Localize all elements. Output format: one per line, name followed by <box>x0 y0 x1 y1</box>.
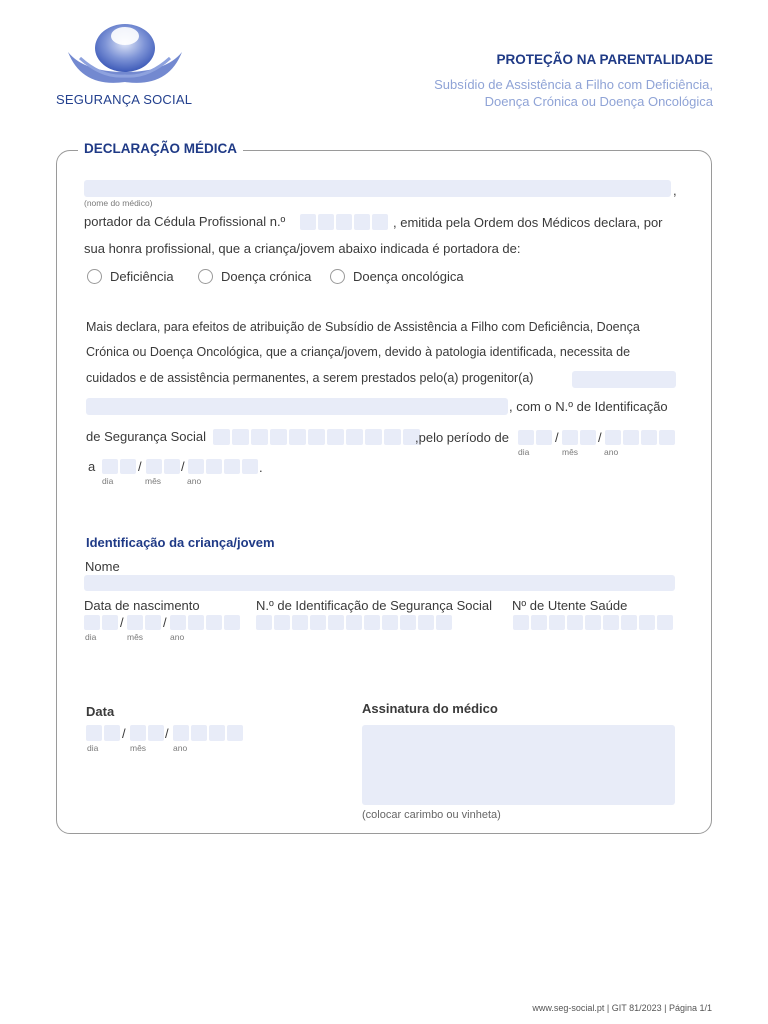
cedula-number-field[interactable] <box>300 214 388 230</box>
end-dot: . <box>259 460 263 475</box>
pelo-periodo-text: ,pelo período de <box>415 430 509 445</box>
label-mes: mês <box>145 476 162 486</box>
emitida-text: , emitida pela Ordem dos Médicos declara, por <box>393 215 663 230</box>
date-slash: / <box>122 726 126 741</box>
label-ano: ano <box>173 743 188 753</box>
digit-box[interactable] <box>327 429 344 445</box>
digit-box[interactable] <box>585 615 601 630</box>
subtitle-line-2: Doença Crónica ou Doença Oncológica <box>484 94 713 109</box>
start-day-field[interactable] <box>518 430 552 445</box>
radio-deficiencia[interactable] <box>87 269 102 284</box>
digit-box[interactable] <box>300 214 316 230</box>
digit-box[interactable] <box>148 725 164 741</box>
option-deficiencia: Deficiência <box>110 269 174 284</box>
digit-box[interactable] <box>227 725 243 741</box>
doctor-name-field[interactable] <box>84 180 671 197</box>
label-dia: dia <box>85 632 97 642</box>
end-year-field[interactable] <box>188 459 258 474</box>
digit-box[interactable] <box>536 430 552 445</box>
start-year-field[interactable] <box>605 430 675 445</box>
option-doenca-cronica: Doença crónica <box>221 269 312 284</box>
progenitor-field-1[interactable] <box>572 371 676 388</box>
page-footer: www.seg-social.pt | GIT 81/2023 | Página 1/1 <box>532 1003 712 1013</box>
honra-text: sua honra profissional, que a criança/jovem abaixo indicada é portadora de: <box>84 241 521 256</box>
digit-box[interactable] <box>364 615 380 630</box>
digit-box[interactable] <box>328 615 344 630</box>
nome-label: Nome <box>85 559 120 574</box>
cedula-text: portador da Cédula Profissional n.º <box>84 214 286 229</box>
paragraph-line-3: cuidados e de assistência permanentes, a serem prestados pelo(a) progenitor(a) <box>86 371 534 385</box>
signature-field[interactable] <box>362 725 675 805</box>
digit-box[interactable] <box>549 615 565 630</box>
comma: , <box>673 183 677 198</box>
digit-box[interactable] <box>164 459 180 474</box>
end-day-field[interactable] <box>102 459 136 474</box>
digit-box[interactable] <box>146 459 162 474</box>
date-slash: / <box>181 459 185 474</box>
birth-date-label: Data de nascimento <box>84 598 200 613</box>
paragraph-line-2: Crónica ou Doença Oncológica, que a criança/jovem, devido à patologia identificada, necessita de <box>86 345 631 359</box>
digit-box[interactable] <box>531 615 547 630</box>
niss-label: N.º de Identificação de Segurança Social <box>256 598 493 613</box>
label-ano: ano <box>604 447 619 457</box>
label-mes: mês <box>127 632 144 642</box>
seguranca-social-logo <box>62 22 188 88</box>
digit-box[interactable] <box>605 430 621 445</box>
birth-day-field[interactable] <box>84 615 118 630</box>
digit-box[interactable] <box>145 615 161 630</box>
logo-text: SEGURANÇA SOCIAL <box>56 92 193 107</box>
date-slash: / <box>555 430 559 445</box>
birth-month-field[interactable] <box>127 615 161 630</box>
digit-box[interactable] <box>224 459 240 474</box>
digit-box[interactable] <box>567 615 583 630</box>
progenitor-field-2[interactable] <box>86 398 508 415</box>
seg-social-text: de Segurança Social <box>86 429 206 444</box>
digit-box[interactable] <box>346 429 363 445</box>
digit-box[interactable] <box>310 615 326 630</box>
digit-box[interactable] <box>130 725 146 741</box>
digit-box[interactable] <box>274 615 290 630</box>
digit-box[interactable] <box>86 725 102 741</box>
digit-box[interactable] <box>518 430 534 445</box>
digit-box[interactable] <box>318 214 334 230</box>
label-mes: mês <box>562 447 579 457</box>
radio-doenca-oncologica[interactable] <box>330 269 345 284</box>
date-slash: / <box>138 459 142 474</box>
sign-day-field[interactable] <box>86 725 120 741</box>
digit-box[interactable] <box>188 615 204 630</box>
doctor-name-hint: (nome do médico) <box>84 198 153 208</box>
label-dia: dia <box>518 447 530 457</box>
digit-box[interactable] <box>242 459 258 474</box>
digit-box[interactable] <box>213 429 230 445</box>
date-slash: / <box>120 615 124 630</box>
digit-box[interactable] <box>127 615 143 630</box>
digit-box[interactable] <box>292 615 308 630</box>
date-slash: / <box>165 726 169 741</box>
digit-box[interactable] <box>621 615 637 630</box>
signature-label: Assinatura do médico <box>362 701 498 716</box>
digit-box[interactable] <box>372 214 388 230</box>
child-niss-field[interactable] <box>256 615 452 630</box>
radio-doenca-cronica[interactable] <box>198 269 213 284</box>
digit-box[interactable] <box>256 615 272 630</box>
document-subtitle <box>434 76 713 110</box>
digit-box[interactable] <box>251 429 268 445</box>
com-nid-text: , com o N.º de Identificação <box>509 399 668 414</box>
digit-box[interactable] <box>120 459 136 474</box>
digit-box[interactable] <box>659 430 675 445</box>
digit-box[interactable] <box>173 725 189 741</box>
digit-box[interactable] <box>102 459 118 474</box>
start-month-field[interactable] <box>562 430 596 445</box>
label-dia: dia <box>102 476 114 486</box>
digit-box[interactable] <box>206 459 222 474</box>
label-ano: ano <box>170 632 185 642</box>
option-doenca-oncologica: Doença oncológica <box>353 269 464 284</box>
digit-box[interactable] <box>232 429 249 445</box>
date-slash: / <box>598 430 602 445</box>
end-month-field[interactable] <box>146 459 180 474</box>
digit-box[interactable] <box>641 430 657 445</box>
digit-box[interactable] <box>289 429 306 445</box>
sign-year-field[interactable] <box>173 725 243 741</box>
digit-box[interactable] <box>84 615 100 630</box>
child-name-field[interactable] <box>84 575 675 591</box>
digit-box[interactable] <box>336 214 352 230</box>
birth-year-field[interactable] <box>170 615 240 630</box>
sign-month-field[interactable] <box>130 725 164 741</box>
digit-box[interactable] <box>206 615 222 630</box>
digit-box[interactable] <box>209 725 225 741</box>
digit-box[interactable] <box>354 214 370 230</box>
digit-box[interactable] <box>384 429 401 445</box>
digit-box[interactable] <box>188 459 204 474</box>
digit-box[interactable] <box>513 615 529 630</box>
digit-box[interactable] <box>400 615 416 630</box>
document-title: PROTEÇÃO NA PARENTALIDADE <box>496 52 713 67</box>
digit-box[interactable] <box>346 615 362 630</box>
digit-box[interactable] <box>623 430 639 445</box>
digit-box[interactable] <box>657 615 673 630</box>
subtitle-line-1: Subsídio de Assistência a Filho com Deficiência, <box>434 77 713 92</box>
paragraph-line-1: Mais declara, para efeitos de atribuição de Subsídio de Assistência a Filho com Deficiência, Doença <box>86 320 640 334</box>
digit-box[interactable] <box>270 429 287 445</box>
digit-box[interactable] <box>308 429 325 445</box>
digit-box[interactable] <box>418 615 434 630</box>
digit-box[interactable] <box>224 615 240 630</box>
label-mes: mês <box>130 743 147 753</box>
digit-box[interactable] <box>436 615 452 630</box>
date-slash: / <box>163 615 167 630</box>
stamp-hint: (colocar carimbo ou vinheta) <box>362 809 501 821</box>
label-ano: ano <box>187 476 202 486</box>
a-text: a <box>88 459 96 474</box>
digit-box[interactable] <box>639 615 655 630</box>
digit-box[interactable] <box>562 430 578 445</box>
digit-box[interactable] <box>191 725 207 741</box>
digit-box[interactable] <box>603 615 619 630</box>
digit-box[interactable] <box>102 615 118 630</box>
niss-progenitor-field[interactable] <box>213 429 420 445</box>
date-label: Data <box>86 704 115 719</box>
digit-box[interactable] <box>104 725 120 741</box>
utente-field[interactable] <box>513 615 673 630</box>
child-section-title: Identificação da criança/jovem <box>86 535 275 550</box>
form-title: DECLARAÇÃO MÉDICA <box>78 141 243 156</box>
utente-label: Nº de Utente Saúde <box>512 598 628 613</box>
digit-box[interactable] <box>170 615 186 630</box>
digit-box[interactable] <box>365 429 382 445</box>
digit-box[interactable] <box>580 430 596 445</box>
digit-box[interactable] <box>382 615 398 630</box>
label-dia: dia <box>87 743 99 753</box>
